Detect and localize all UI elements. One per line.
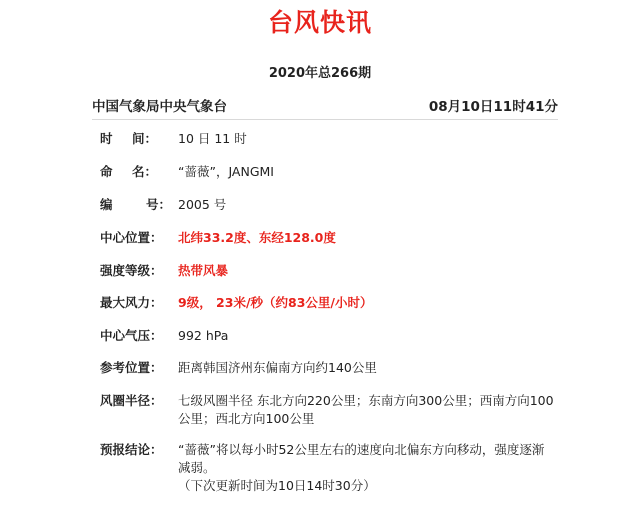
field-intensity-value: 热带风暴 [178,263,229,278]
field-name-value: “蔷薇”，JANGMI [178,164,274,179]
bulletin-title: 台风快讯 [267,8,372,37]
field-max-wind-label: 最大风力： [100,295,163,310]
issue-time: 08月10日11时41分 [428,99,558,115]
issue-number: 2020年总266期 [268,66,372,81]
forecast-line-2: 减弱。 [178,460,216,475]
field-center-label: 中心位置： [100,230,163,245]
forecast-line-3: （下次更新时间为10日14时30分） [178,478,376,493]
field-reference-value: 距离韩国济州东偏南方向约140公里 [178,360,377,375]
header-divider [92,119,558,120]
field-max-wind-value: 9级， 23米/秒（约83公里/小时） [178,295,373,310]
field-time-label: 时 间： [100,131,158,146]
field-name-label: 命 名： [100,164,158,179]
field-number-label: 编 号： [100,197,172,212]
field-intensity-label: 强度等级： [100,263,163,278]
wind-radius-line-1: 七级风圈半径 东北方向220公里；东南方向300公里；西南方向100 [178,393,554,408]
field-number-value: 2005 号 [178,197,227,212]
field-center-value: 北纬33.2度、东经128.0度 [178,230,336,245]
issuing-agency: 中国气象局中央气象台 [92,99,227,115]
field-pressure-value: 992 hPa [178,328,229,343]
field-forecast-label: 预报结论： [100,442,163,457]
field-reference-label: 参考位置： [100,360,163,375]
field-wind-radius-value [178,392,558,428]
forecast-line-1: “蔷薇”将以每小时52公里左右的速度向北偏东方向移动，强度逐渐 [178,442,545,457]
field-pressure-label: 中心气压： [100,328,163,343]
bulletin-header [92,95,558,117]
field-time-value: 10 日 11 时 [178,131,247,146]
field-wind-radius-label: 风圈半径： [100,393,163,408]
field-forecast-value [178,441,558,495]
wind-radius-line-2: 公里；西北方向100公里 [178,411,315,426]
